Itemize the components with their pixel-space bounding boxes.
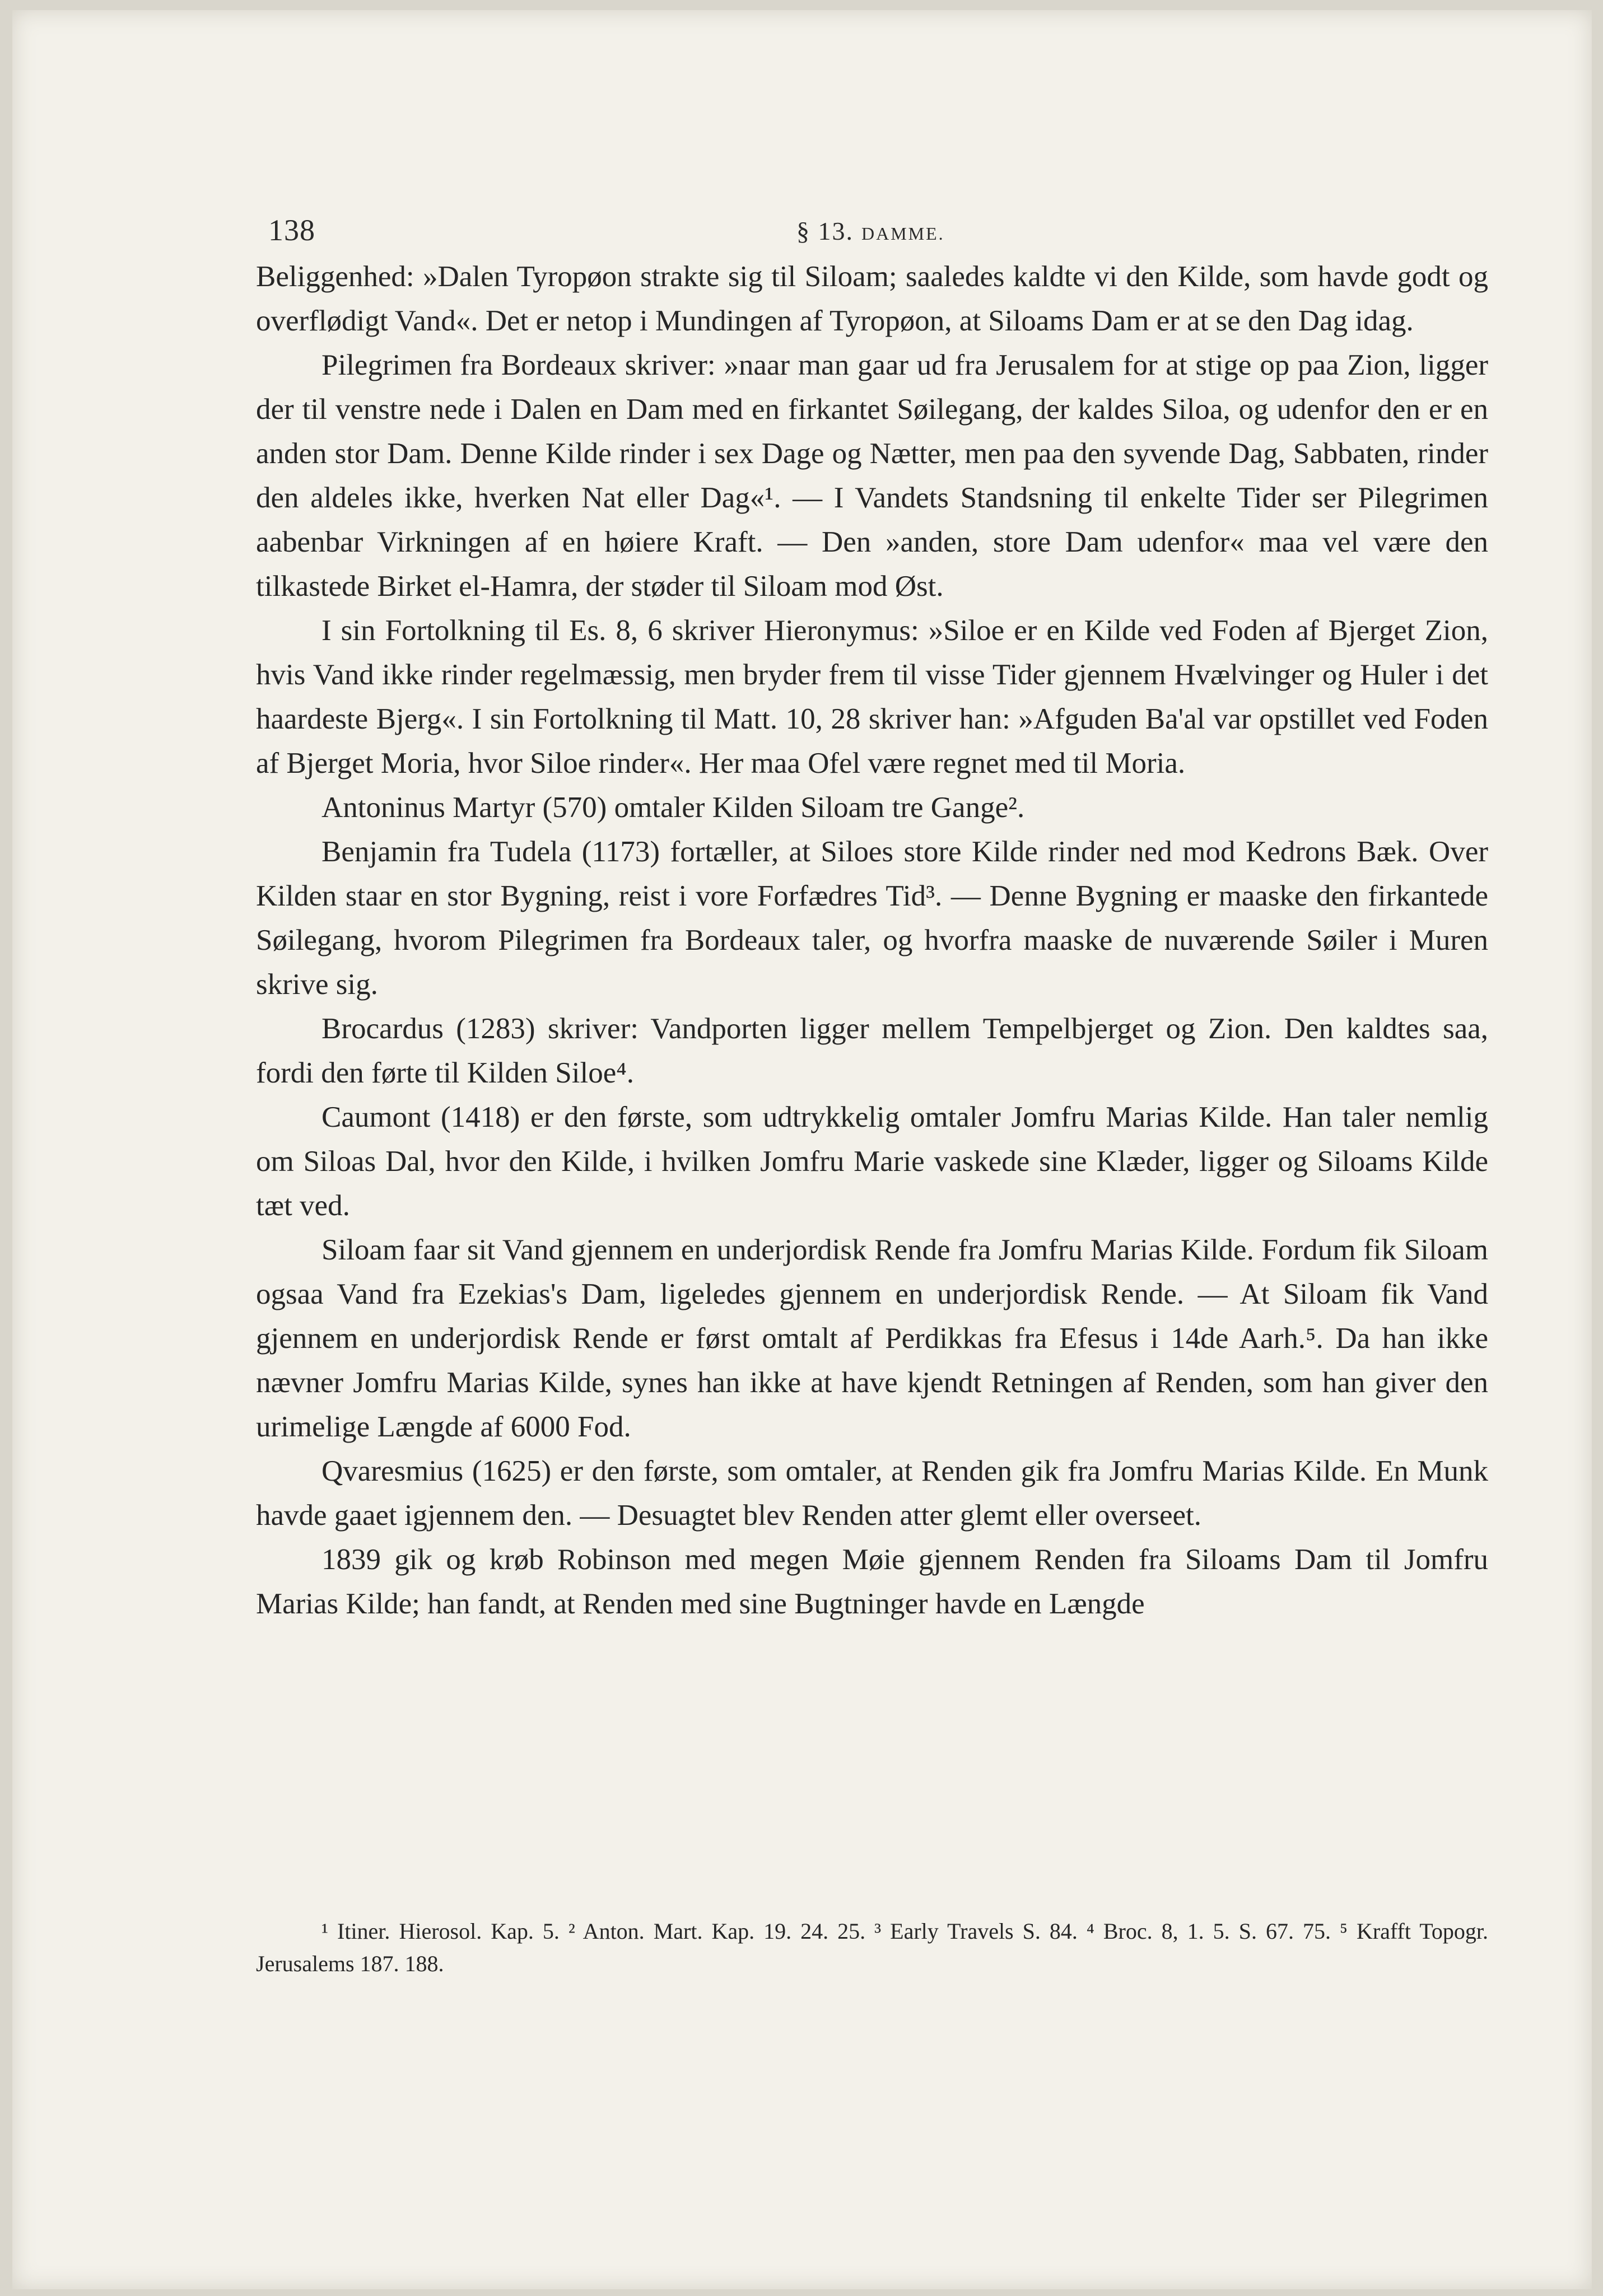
section-title: DAMME.	[861, 223, 945, 244]
paragraph: Antoninus Martyr (570) omtaler Kilden Siloam tre Gange².	[321, 791, 1025, 824]
running-head	[796, 216, 945, 246]
paragraph: Pilegrimen fra Bordeaux skriver: »naar man gaar ud fra Jerusalem for at stige op paa Zion, ligger der til venstre nede i Dalen en Dam med en firkantet Søilegang, der kaldes Siloa, og udenfor den er en anden stor Dam. Denne Kilde rinder i sex Dage og Nætter, men paa den syvende Dag, Sabbaten, rinder den aldeles ikke, hverken Nat eller Dag«¹. — I Vandets Standsning til enkelte Tider ser Pilegrimen aabenbar Virkningen af en høiere Kraft. — Den »anden, store Dam udenfor« maa vel være den tilkastede Birket el-Hamra, der støder til Siloam mod Øst.	[256, 349, 1488, 603]
paragraph: Caumont (1418) er den første, som udtrykkelig omtaler Jomfru Marias Kilde. Han taler nemlig om Siloas Dal, hvor den Kilde, i hvilken Jomfru Marie vaskede sine Klæder, ligger og Siloams Kilde tæt ved.	[256, 1101, 1488, 1222]
footnotes: ¹ Itiner. Hierosol. Kap. 5. ² Anton. Mart. Kap. 19. 24. 25. ³ Early Travels S. 84. ⁴ Broc. 8, 1. 5. S. 67. 75. ⁵ Krafft Topogr. Jerusalems 187. 188.	[256, 1919, 1488, 1976]
page-number: 138	[268, 213, 315, 247]
body-text	[256, 255, 1488, 1626]
paragraph: Qvaresmius (1625) er den første, som omtaler, at Renden gik fra Jomfru Marias Kilde. En Munk havde gaaet igjennem den. — Desuagtet blev Renden atter glemt eller overseet.	[256, 1455, 1488, 1532]
paragraph: Brocardus (1283) skriver: Vandporten ligger mellem Tempelbjerget og Zion. Den kaldtes saa, fordi den førte til Kilden Siloe⁴.	[256, 1012, 1488, 1089]
paragraph: 1839 gik og krøb Robinson med megen Møie gjennem Renden fra Siloams Dam til Jomfru Marias Kilde; han fandt, at Renden med sine Bugtninger havde en Længde	[256, 1543, 1488, 1620]
paragraph: Beliggenhed: »Dalen Tyropøon strakte sig til Siloam; saaledes kaldte vi den Kilde, som havde godt og overflødigt Vand«. Det er netop i Mundingen af Tyropøon, at Siloams Dam er at se den Dag idag.	[256, 260, 1488, 337]
page-header	[268, 213, 1501, 252]
paragraph: Benjamin fra Tudela (1173) fortæller, at Siloes store Kilde rinder ned mod Kedrons Bæk. Over Kilden staar en stor Bygning, reist i vore Forfædres Tid³. — Denne Bygning er maaske den firkantede Søilegang, hvorom Pilegrimen fra Bordeaux taler, og hvorfra maaske de nuværende Søiler i Muren skrive sig.	[256, 836, 1488, 1001]
paragraph: I sin Fortolkning til Es. 8, 6 skriver Hieronymus: »Siloe er en Kilde ved Foden af Bjerget Zion, hvis Vand ikke rinder regelmæssig, men bryder frem til visse Tider gjennem Hvælvinger og Huler i det haardeste Bjerg«. I sin Fortolkning til Matt. 10, 28 skriver han: »Afguden Ba'al var opstillet ved Foden af Bjerget Moria, hvor Siloe rinder«. Her maa Ofel være regnet med til Moria.	[256, 614, 1488, 780]
paragraph: Siloam faar sit Vand gjennem en underjordisk Rende fra Jomfru Marias Kilde. Fordum fik Siloam ogsaa Vand fra Ezekias's Dam, ligeledes gjennem en underjordisk Rende. — At Siloam fik Vand gjennem en underjordisk Rende er først omtalt af Perdikkas fra Efesus i 14de Aarh.⁵. Da han ikke nævner Jomfru Marias Kilde, synes han ikke at have kjendt Retningen af Renden, som han giver den urimelige Længde af 6000 Fod.	[256, 1234, 1488, 1443]
section-mark: § 13.	[796, 217, 854, 245]
